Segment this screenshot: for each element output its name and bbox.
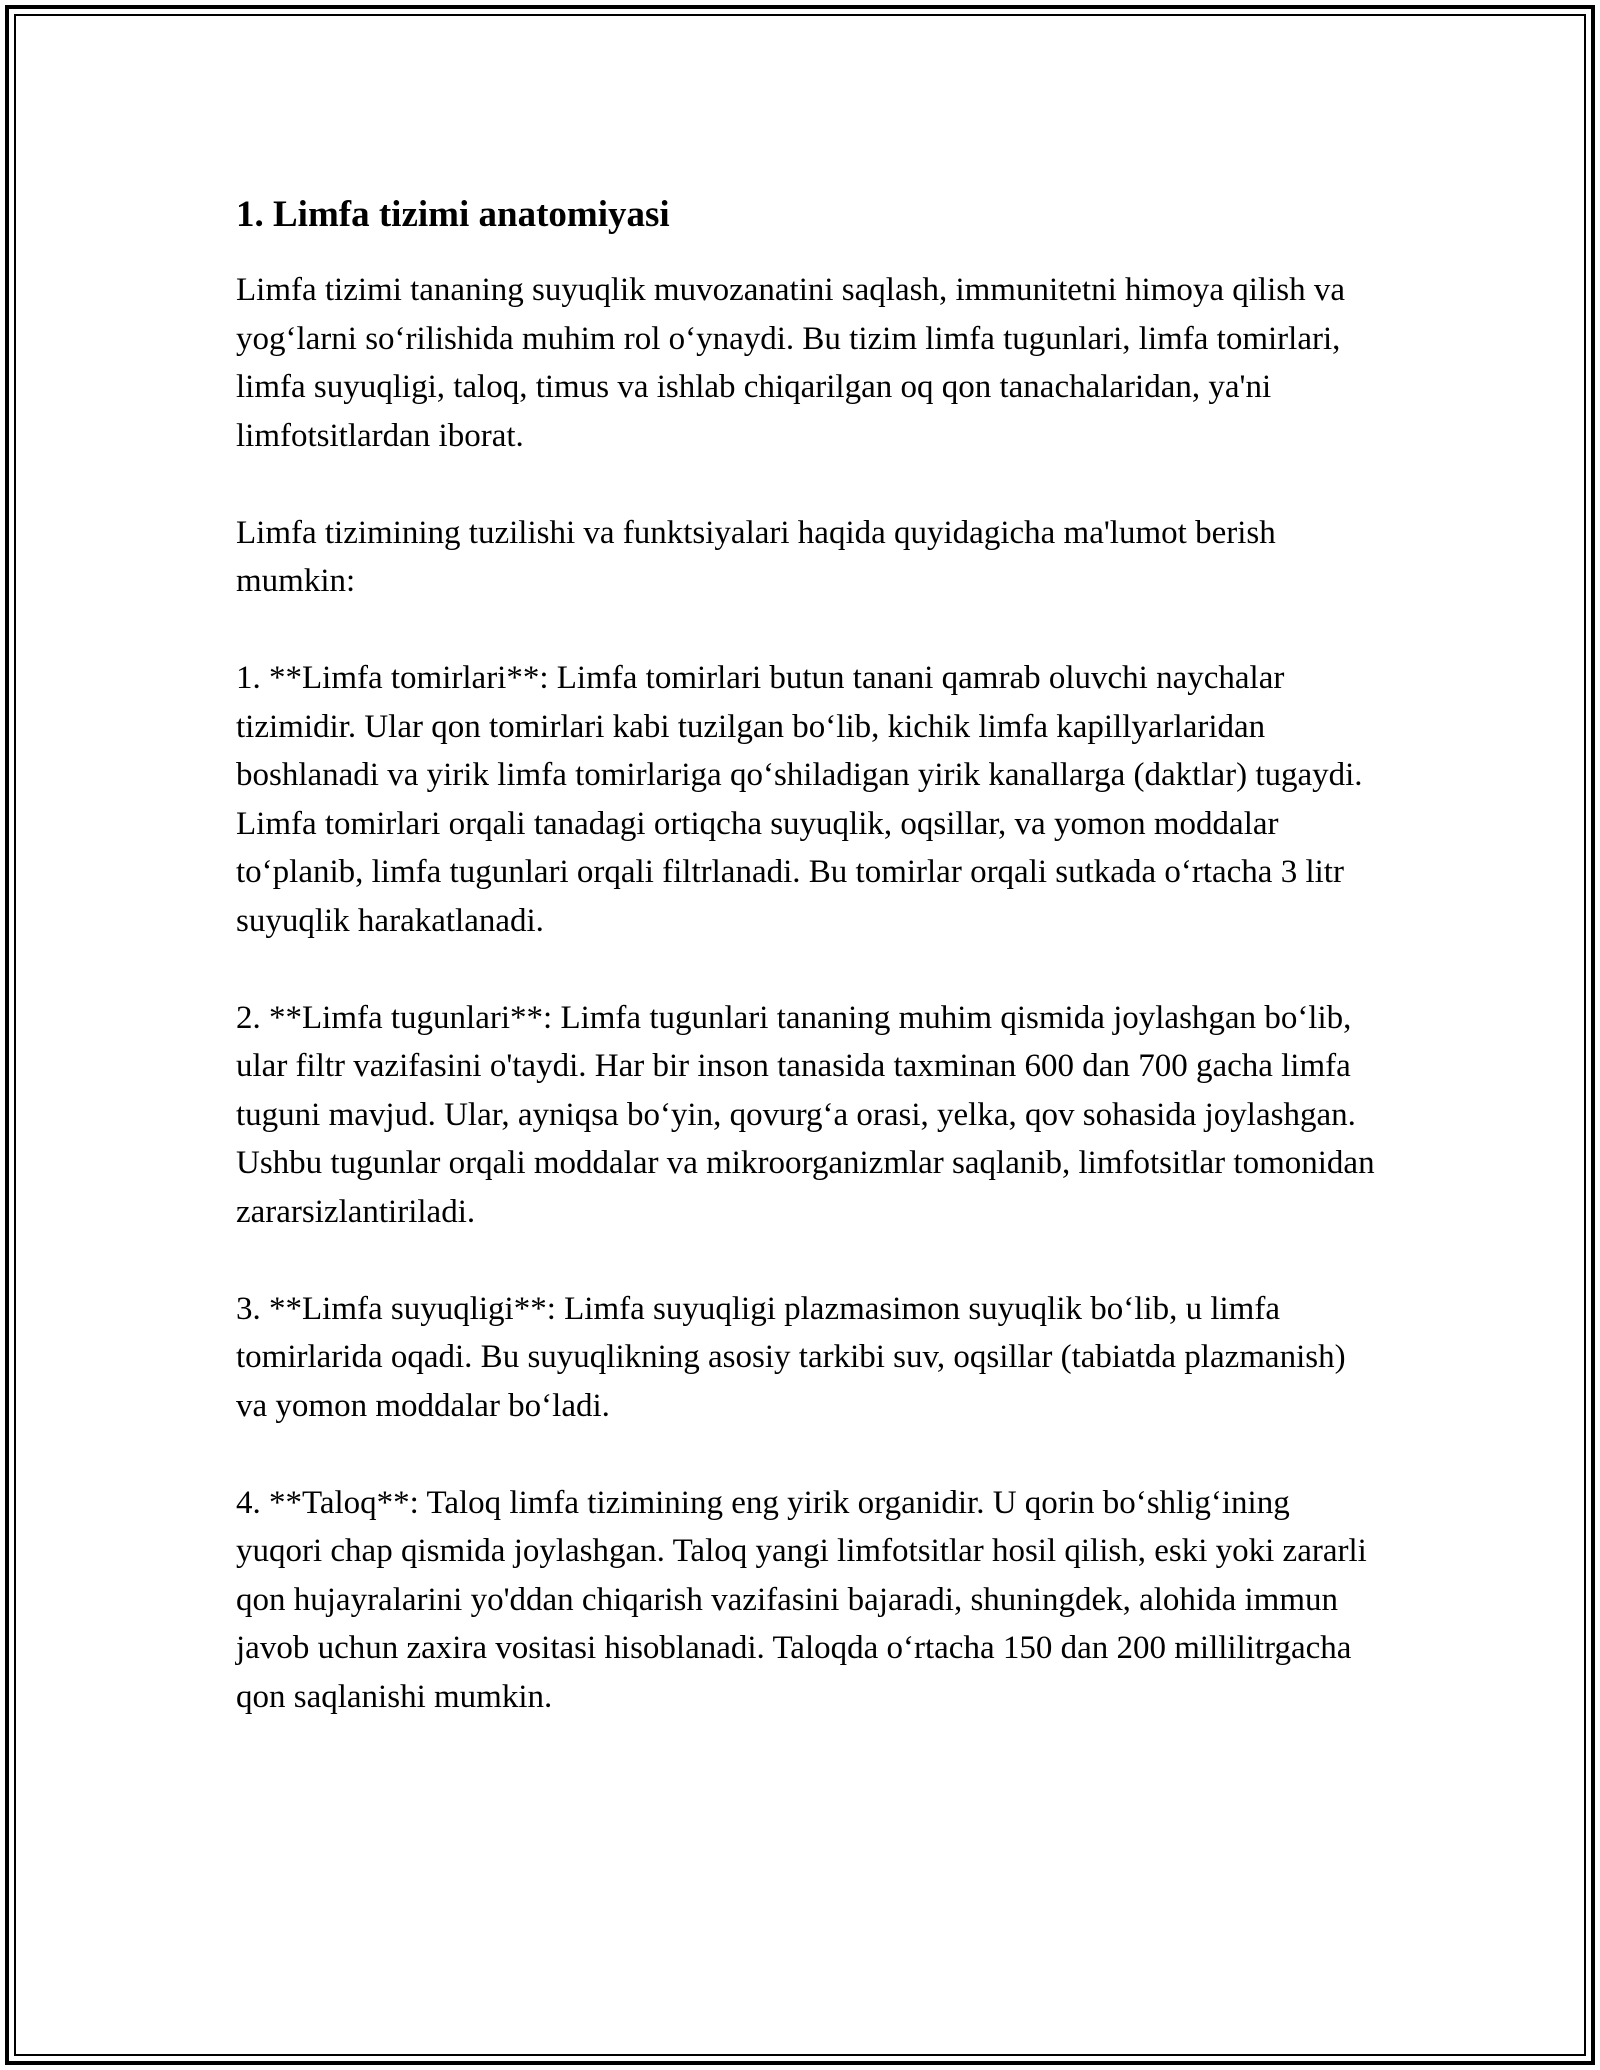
intro-paragraph: Limfa tizimi tananing suyuqlik muvozanatini saqlash, immunitetni himoya qilish va yog‘larni so‘rilishida muhim rol o‘ynaydi. Bu tizim limfa tugunlari, limfa tomirlari, limfa suyuqligi, taloq, timus va ishlab chiqarilgan oq qon tanachalaridan, ya'ni limfotsitlardan iborat. [236, 272, 1345, 454]
item-lymph-vessels: 1. **Limfa tomirlari**: Limfa tomirlari butun tanani qamrab oluvchi naychalar tizimidir. Ular qon tomirlari kabi tuzilgan bo‘lib, kichik limfa kapillyarlaridan boshlanadi va yirik limfa tomirlariga qo‘shiladigan yirik kanallarga (daktlar) tugaydi. Limfa tomirlari orqali tanadagi ortiqcha suyuqlik, oqsillar, va yomon moddalar to‘planib, limfa tugunlari orqali filtrlanadi. Bu tomirlar orqali sutkada o‘rtacha 3 litr suyuqlik harakatlanadi. [236, 660, 1363, 939]
lead-in-paragraph: Limfa tizimining tuzilishi va funktsiyalari haqida quyidagicha ma'lumot berish mumkin: [236, 514, 1276, 599]
item-spleen: 4. **Taloq**: Taloq limfa tizimining eng yirik organidir. U qorin bo‘shlig‘ining yuqori chap qismida joylashgan. Taloq yangi limfotsitlar hosil qilish, eski yoki zararli qon hujayralarini yo'ddan chiqarish vazifasini bajaradi, shuningdek, alohida immun javob uchun zaxira vositasi hisoblanadi. Taloqda o‘rtacha 150 dan 200 millilitrgacha qon saqlanishi mumkin. [236, 1484, 1367, 1715]
document-body [236, 190, 1376, 1721]
item-lymph-nodes: 2. **Limfa tugunlari**: Limfa tugunlari tananing muhim qismida joylashgan bo‘lib, ular filtr vazifasini o'taydi. Har bir inson tanasida taxminan 600 dan 700 gacha limfa tuguni mavjud. Ular, ayniqsa bo‘yin, qovurg‘a orasi, yelka, qov sohasida joylashgan. Ushbu tugunlar orqali moddalar va mikroorganizmlar saqlanib, limfotsitlar tomonidan zararsizlantiriladi. [236, 999, 1375, 1230]
section-heading: 1. Limfa tizimi anatomiyasi [236, 194, 670, 235]
item-lymph-fluid: 3. **Limfa suyuqligi**: Limfa suyuqligi plazmasimon suyuqlik bo‘lib, u limfa tomirlarida oqadi. Bu suyuqlikning asosiy tarkibi suv, oqsillar (tabiatda plazmanish) va yomon moddalar bo‘ladi. [236, 1290, 1346, 1424]
